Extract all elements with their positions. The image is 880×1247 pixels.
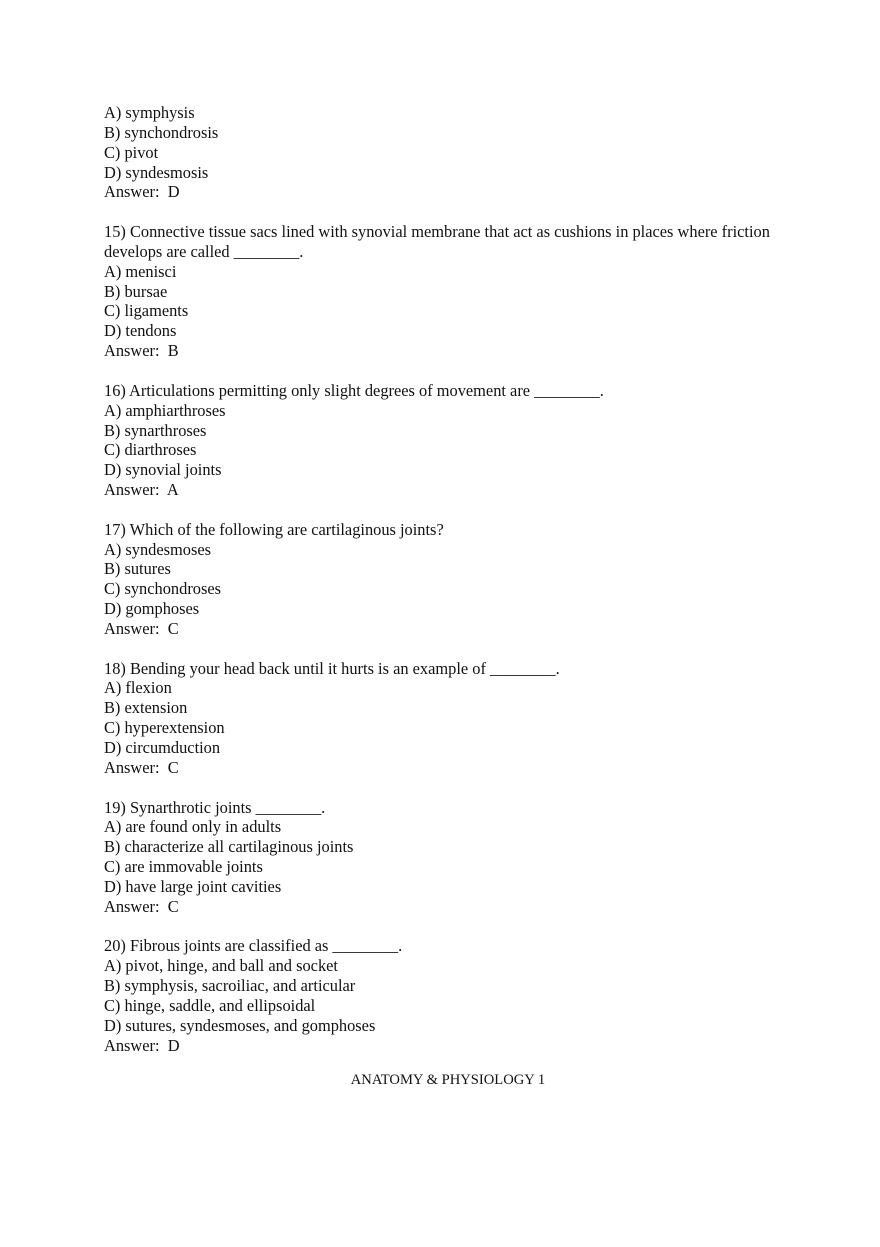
question-block-19 [104,798,784,917]
option-b: B) synarthroses [104,420,207,440]
question-text: 15) Connective tissue sacs lined with synovial membrane that act as cushions in places where friction develops are called ________. [104,222,770,261]
option-c: C) hinge, saddle, and ellipsoidal [104,995,316,1015]
option-a: A) amphiarthroses [104,400,226,420]
option-b: B) sutures [104,559,171,579]
question-block-20 [104,936,784,1055]
answer-line: Answer: A [104,480,179,500]
question-block-15 [104,222,784,361]
option-d: D) sutures, syndesmoses, and gomphoses [104,1015,376,1035]
answer-line: Answer: B [104,341,179,361]
option-d: D) tendons [104,321,177,341]
question-block-16 [104,381,784,500]
question-block-17 [104,520,784,639]
quiz-content [104,103,784,1075]
question-text: 16) Articulations permitting only slight degrees of movement are ________. [104,380,604,400]
question-text: 19) Synarthrotic joints ________. [104,797,326,817]
option-c: C) diarthroses [104,440,197,460]
question-block-14 [104,103,784,202]
option-d: D) syndesmosis [104,162,209,182]
answer-line: Answer: D [104,182,180,202]
option-c: C) ligaments [104,301,189,321]
option-a: A) are found only in adults [104,817,282,837]
option-d: D) gomphoses [104,599,200,619]
option-d: D) have large joint cavities [104,876,282,896]
option-c: C) pivot [104,142,159,162]
option-d: D) circumduction [104,738,221,757]
page-footer: ANATOMY & PHYSIOLOGY 1 [350,1072,546,1088]
option-a: A) pivot, hinge, and ball and socket [104,956,338,976]
option-b: B) symphysis, sacroiliac, and articular [104,976,356,996]
option-c: C) synchondroses [104,579,221,599]
option-b: B) synchondrosis [104,122,219,142]
question-text: 17) Which of the following are cartilaginous joints? [104,519,444,539]
answer-line: Answer: C [104,757,179,777]
option-a: A) symphysis [104,103,195,122]
question-text: 20) Fibrous joints are classified as ________. [104,936,403,956]
answer-line: Answer: C [104,896,179,916]
option-a: A) menisci [104,261,177,281]
question-block-18 [104,659,784,778]
option-a: A) syndesmoses [104,539,211,559]
option-b: B) characterize all cartilaginous joints [104,837,354,857]
option-c: C) are immovable joints [104,857,263,877]
option-d: D) synovial joints [104,460,222,480]
answer-line: Answer: D [104,1035,180,1055]
option-b: B) extension [104,698,188,718]
question-text: 18) Bending your head back until it hurts is an example of ________. [104,658,560,678]
option-c: C) hyperextension [104,718,225,738]
option-b: B) bursae [104,281,168,301]
option-a: A) flexion [104,678,172,698]
answer-line: Answer: C [104,618,179,638]
